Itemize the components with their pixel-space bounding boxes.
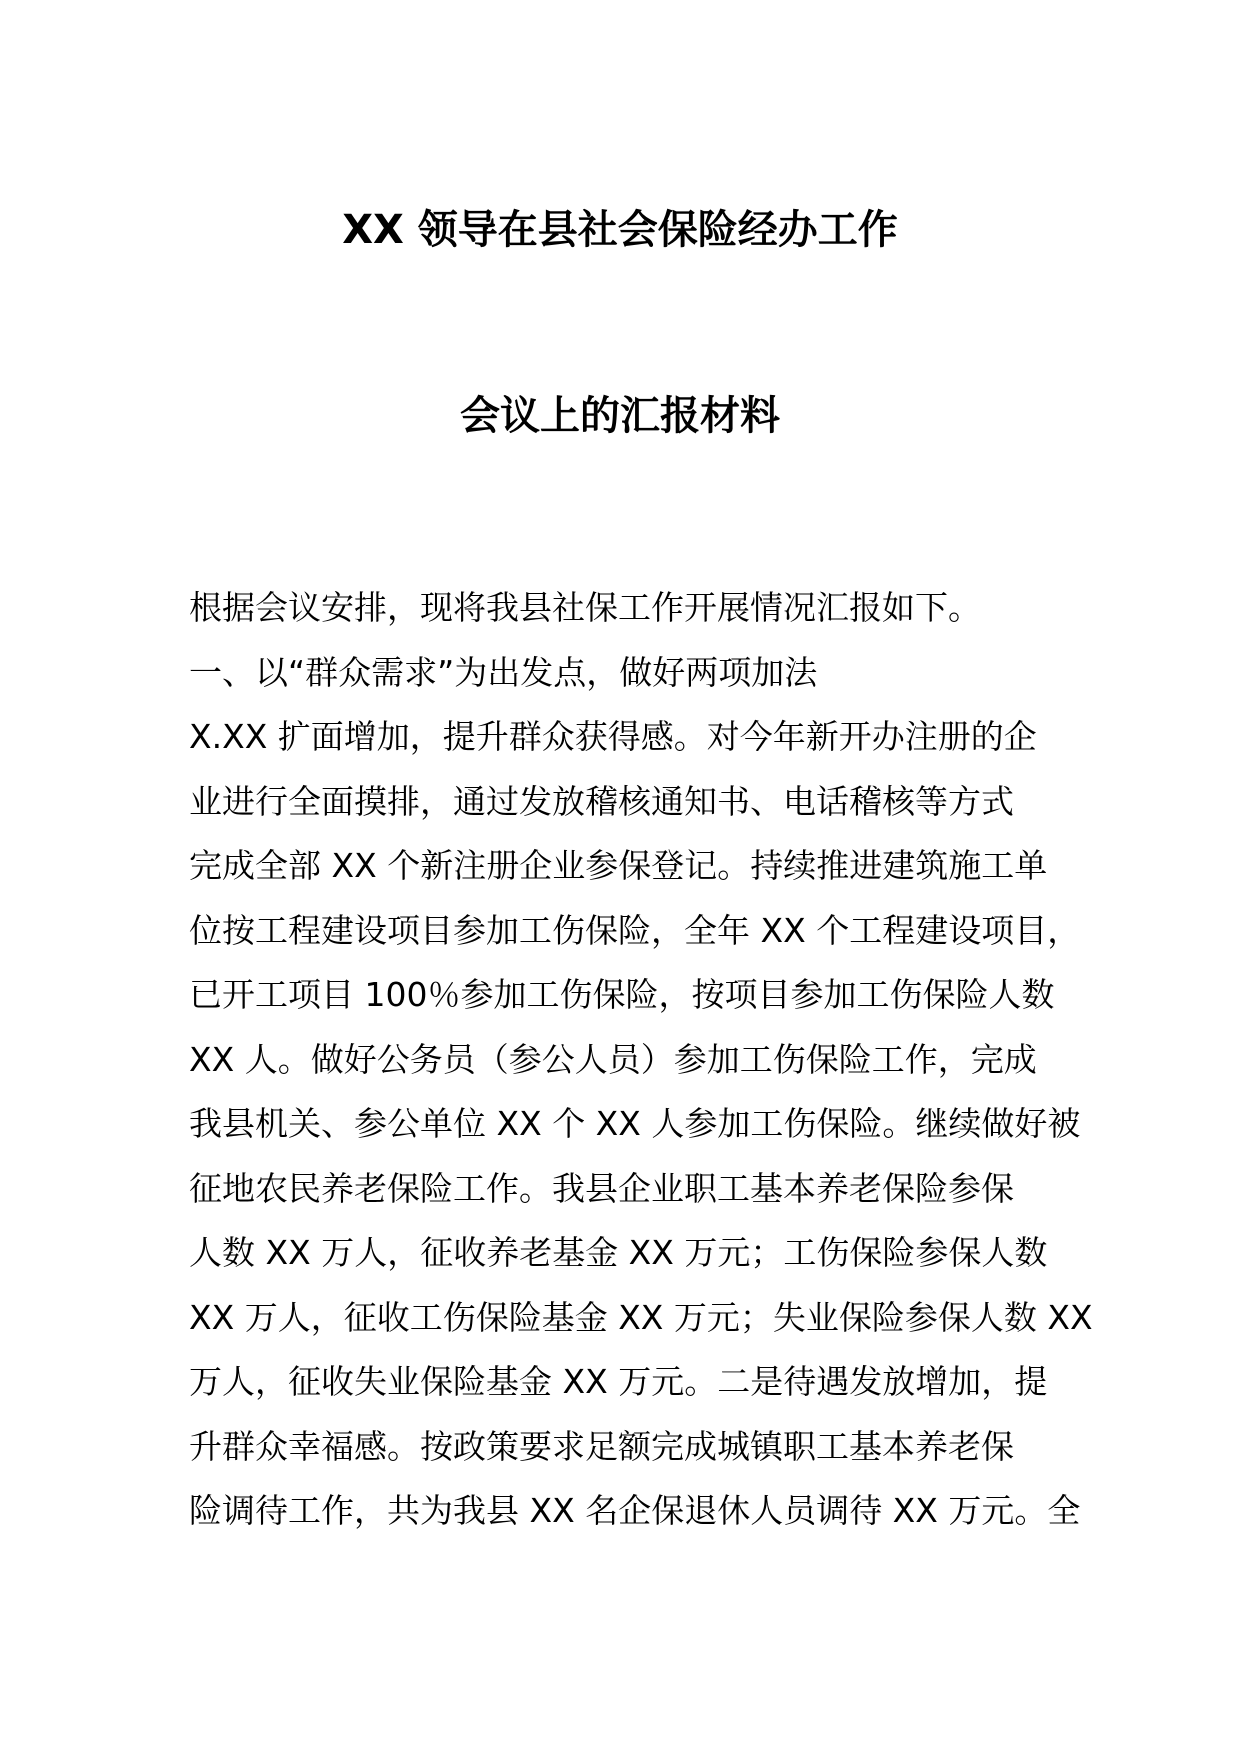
- section-heading-1: 一、以“群众需求”为出发点，做好两项加法: [189, 652, 818, 692]
- body-line: XX 万人，征收工伤保险基金 XX 万元；失业保险参保人数 XX: [189, 1297, 1093, 1337]
- document-title-line-1: XX 领导在县社会保险经办工作: [342, 207, 898, 253]
- body-line: 人数 XX 万人，征收养老基金 XX 万元；工伤保险参保人数: [189, 1233, 1048, 1272]
- body-line-intro: 根据会议安排，现将我县社保工作开展情况汇报如下。: [189, 588, 981, 627]
- document-title-line-2: 会议上的汇报材料: [460, 393, 780, 439]
- body-line: 万人，征收失业保险基金 XX 万元。二是待遇发放增加，提: [189, 1362, 1048, 1401]
- body-line: 完成全部 XX 个新注册企业参保登记。持续推进建筑施工单: [189, 846, 1048, 885]
- body-line: XX 人。做好公务员（参公人员）参加工伤保险工作，完成: [189, 1039, 1037, 1079]
- document-body: [189, 576, 1093, 1544]
- body-line: 已开工项目 100％参加工伤保险，按项目参加工伤保险人数: [189, 975, 1055, 1014]
- body-line: 升群众幸福感。按政策要求足额完成城镇职工基本养老保: [189, 1426, 1014, 1466]
- body-line: X.XX 扩面增加，提升群众获得感。对今年新开办注册的企: [189, 717, 1037, 756]
- body-line: 征地农民养老保险工作。我县企业职工基本养老保险参保: [189, 1168, 1014, 1208]
- body-line: 险调待工作，共为我县 XX 名企保退休人员调待 XX 万元。全: [189, 1491, 1081, 1530]
- body-line: 位按工程建设项目参加工伤保险，全年 XX 个工程建设项目，: [189, 910, 1081, 950]
- body-line: 我县机关、参公单位 XX 个 XX 人参加工伤保险。继续做好被: [189, 1104, 1081, 1143]
- body-line: 业进行全面摸排，通过发放稽核通知书、电话稽核等方式: [189, 781, 1014, 821]
